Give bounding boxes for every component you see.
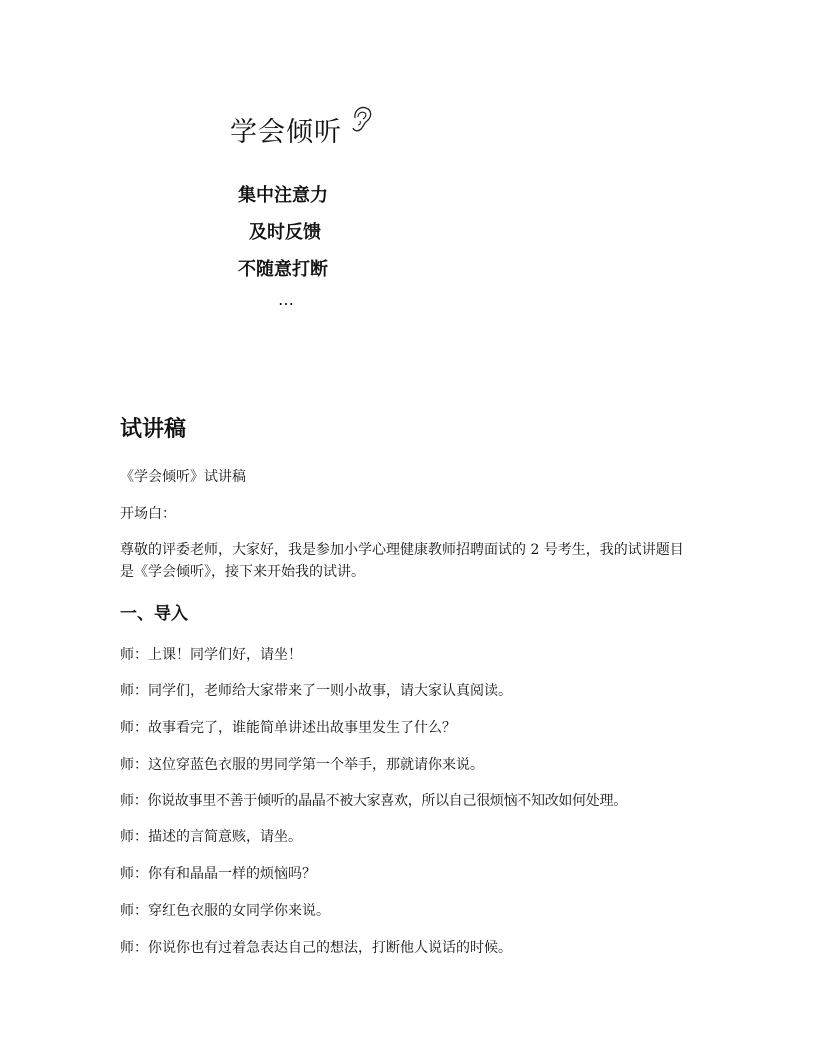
dialogue-line: 师：描述的言简意赅，请坐。	[120, 829, 302, 845]
board-point-focus: 集中注意力	[238, 185, 328, 206]
board-point-no-interrupt: 不随意打断	[238, 259, 328, 280]
dialogue-line: 师：故事看完了，谁能简单讲述出故事里发生了什么？	[120, 720, 456, 736]
dialogue-line: 师：穿红色衣服的女同学你来说。	[120, 903, 330, 919]
board-title-block	[230, 110, 374, 149]
opening-text: 尊敬的评委老师，大家好，我是参加小学心理健康教师招聘面试的 2 号考生，我的试讲题目是《学会倾听》，接下来开始我的试讲。	[120, 542, 684, 580]
board-point-feedback: 及时反馈	[249, 222, 321, 243]
ear-icon	[348, 104, 374, 138]
document-subtitle: 《学会倾听》试讲稿	[120, 469, 246, 485]
dialogue-line: 师：你说你也有过着急表达自己的想法，打断他人说话的时候。	[120, 940, 512, 956]
dialogue-line: 师：同学们，老师给大家带来了一则小故事，请大家认真阅读。	[120, 683, 512, 699]
dialogue-line: 师：你说故事里不善于倾听的晶晶不被大家喜欢，所以自己很烦恼不知改如何处理。	[120, 793, 627, 809]
opening-label: 开场白：	[120, 506, 176, 522]
board-point-ellipsis: …	[278, 290, 294, 309]
dialogue-line: 师：这位穿蓝色衣服的男同学第一个举手，那就请你来说。	[120, 757, 484, 773]
dialogue-line: 师：你有和晶晶一样的烦恼吗？	[120, 866, 316, 882]
document-heading: 试讲稿	[120, 417, 187, 442]
dialogue-line: 师：上课！同学们好，请坐！	[120, 647, 302, 663]
section-title-intro: 一、导入	[120, 604, 188, 624]
board-title: 学会倾听	[230, 117, 342, 148]
